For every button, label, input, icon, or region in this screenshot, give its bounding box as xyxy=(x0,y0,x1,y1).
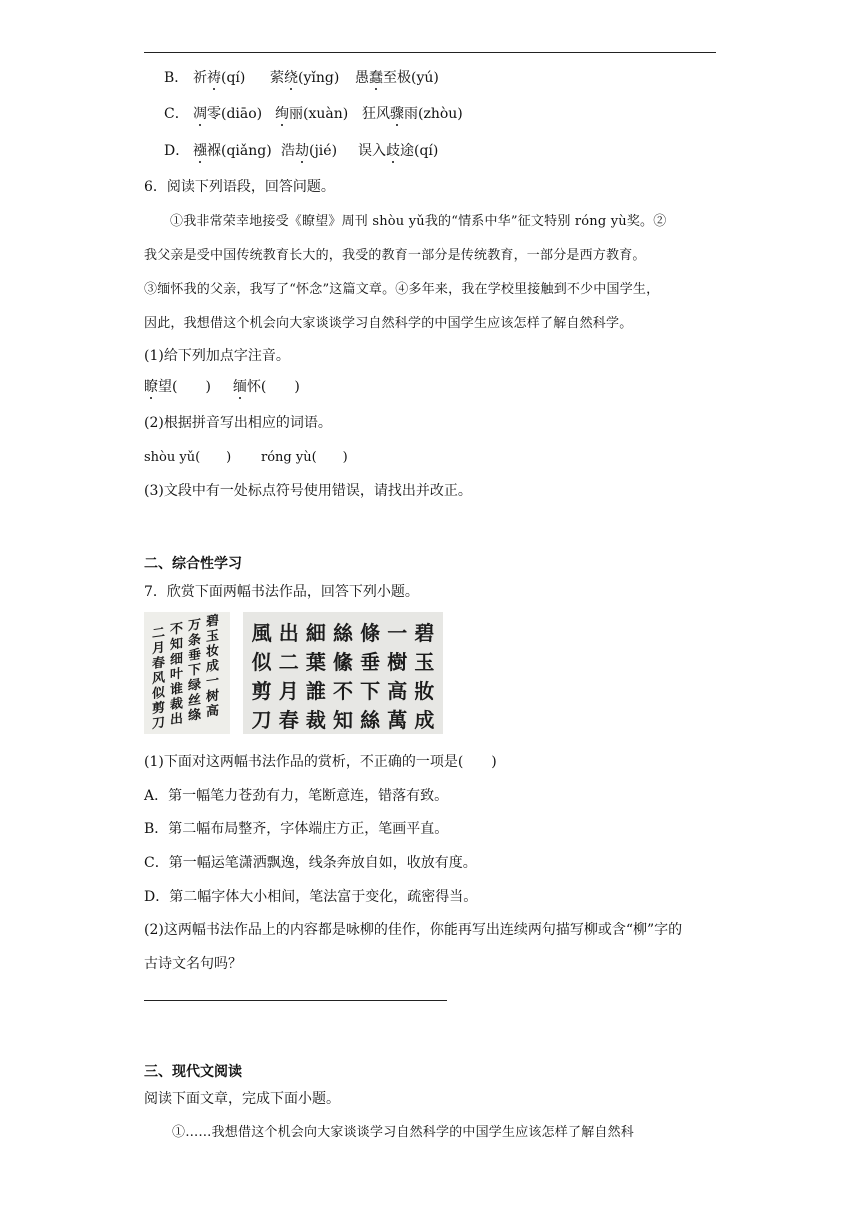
q7-option-d: D．第二幅字体大小相间，笔法富于变化，疏密得当。 xyxy=(144,889,478,905)
calligraphy-character: 絛 xyxy=(332,650,353,674)
q6-para-line-3: ③缅怀我的父亲，我写了“怀念”这篇文章。④多年来，我在学校里接触到不少中国学生， xyxy=(144,282,660,297)
q6-sub1-blank: 缅怀( ) xyxy=(232,379,300,395)
q6-title: 6．阅读下列语段，回答问题。 xyxy=(144,179,335,195)
calligraphy-character: 下 xyxy=(360,679,381,703)
calligraphy-character: 裁 xyxy=(305,708,326,732)
calligraphy-character: 刀 xyxy=(251,708,272,732)
section3-intro: 阅读下面文章，完成下面小题。 xyxy=(144,1091,340,1107)
calligraphy-character: 風 xyxy=(251,621,272,645)
calligraphy-character: 出 xyxy=(278,621,299,645)
calligraphy-character: 月 xyxy=(278,679,299,703)
calligraphy-character: 垂 xyxy=(360,650,381,674)
calligraphy-character: 樹 xyxy=(387,650,408,674)
calligraphy-character: 春 xyxy=(278,708,299,732)
calligraphy-character: 妝 xyxy=(414,679,435,703)
q6-sub2: (2)根据拼音写出相应的词语。 xyxy=(144,415,332,431)
q7-option-c: C．第一幅运笔潇洒飘逸，线条奔放自如，收放有度。 xyxy=(144,855,477,871)
q5-option-letter: D． xyxy=(164,143,190,159)
calligraphy-character: 二 xyxy=(278,650,299,674)
calligraphy-character: 剪 xyxy=(251,679,272,703)
calligraphy-character: 萬 xyxy=(387,708,408,732)
calligraphy-character: 誰 xyxy=(305,679,326,703)
calligraphy-column: 二 月 春 风 似 剪 刀 xyxy=(152,625,166,733)
section2-heading: 二、综合性学习 xyxy=(144,556,242,572)
q6-sub2-blank-1: shòu yǔ( ) xyxy=(144,450,232,465)
q6-para-line-4: 因此，我想借这个机会向大家谈谈学习自然科学的中国学生应该怎样了解自然科学。 xyxy=(144,316,633,331)
calligraphy-character: 不 xyxy=(332,679,353,703)
section3-first-line: ①……我想借这个机会向大家谈谈学习自然科学的中国学生应该怎样了解自然科 xyxy=(172,1125,635,1140)
q5-option-item: 祈祷(qí) xyxy=(193,70,246,86)
q6-sub2-blank-2: róng yù( ) xyxy=(261,450,348,465)
calligraphy-character: 似 xyxy=(251,650,272,674)
q5-option-item: 凋零(diāo) xyxy=(193,106,263,122)
calligraphy-character: 條 xyxy=(360,621,381,645)
answer-line xyxy=(144,1000,447,1001)
q5-option-item: 萦绕(yǐng) xyxy=(270,70,340,86)
calligraphy-character: 細 xyxy=(305,621,326,645)
q5-option-item: 误入歧途(qí) xyxy=(358,143,439,159)
section3-heading: 三、现代文阅读 xyxy=(144,1064,242,1080)
calligraphy-character: 絲 xyxy=(332,621,353,645)
q6-sub1-blank: 瞭望( ) xyxy=(144,379,211,395)
calligraphy-column: 碧 玉 妆 成 一 树 高 xyxy=(206,613,220,721)
q6-sub1-blanks xyxy=(144,376,300,396)
q5-option-item: 襁褓(qiǎng) xyxy=(193,143,272,159)
calligraphy-column: 不 知 细 叶 谁 裁 出 xyxy=(170,621,184,729)
calligraphy-image-1 xyxy=(144,612,230,734)
calligraphy-column: 万 条 垂 下 绿 丝 绦 xyxy=(188,617,202,725)
q6-para-line-1: ①我非常荣幸地接受《瞭望》周刊 shòu yǔ我的“情系中华”征文特别 róng yù奖。② xyxy=(170,214,667,229)
calligraphy-character: 成 xyxy=(414,708,435,732)
q7-option-b: B．第二幅布局整齐，字体端庄方正，笔画平直。 xyxy=(144,821,449,837)
calligraphy-character: 知 xyxy=(332,708,353,732)
q7-sub2-line-1: (2)这两幅书法作品上的内容都是咏柳的佳作，你能再写出连续两句描写柳或含“柳”字的 xyxy=(144,922,683,938)
q7-option-a: A．第一幅笔力苍劲有力，笔断意连，错落有致。 xyxy=(144,788,449,804)
q5-option-letter: B． xyxy=(164,70,189,86)
calligraphy-character: 玉 xyxy=(414,650,435,674)
q7-sub2-line-2: 古诗文名句吗？ xyxy=(144,956,242,972)
top-rule xyxy=(144,52,716,53)
q5-option-item: 愚蠢至极(yú) xyxy=(355,70,439,86)
calligraphy-character: 絲 xyxy=(360,708,381,732)
q5-option-item: 绚丽(xuàn) xyxy=(275,106,349,122)
calligraphy-character: 高 xyxy=(387,679,408,703)
q7-title: 7．欣赏下面两幅书法作品，回答下列小题。 xyxy=(144,584,419,600)
q6-sub3: (3)文段中有一处标点符号使用错误，请找出并改正。 xyxy=(144,483,472,499)
q6-sub1: (1)给下列加点字注音。 xyxy=(144,348,290,364)
q7-sub1: (1)下面对这两幅书法作品的赏析，不正确的一项是( ) xyxy=(144,754,497,770)
calligraphy-character: 葉 xyxy=(305,650,326,674)
calligraphy-character: 一 xyxy=(387,621,408,645)
calligraphy-character: 碧 xyxy=(414,621,435,645)
q5-option-item: 浩劫(jié) xyxy=(281,143,338,159)
q6-para-line-2: 我父亲是受中国传统教育长大的，我受的教育一部分是传统教育，一部分是西方教育。 xyxy=(144,248,646,263)
q5-option-letter: C． xyxy=(164,106,189,122)
q5-option-item: 狂风骤雨(zhòu) xyxy=(362,106,463,122)
calligraphy-image-2 xyxy=(243,612,443,734)
